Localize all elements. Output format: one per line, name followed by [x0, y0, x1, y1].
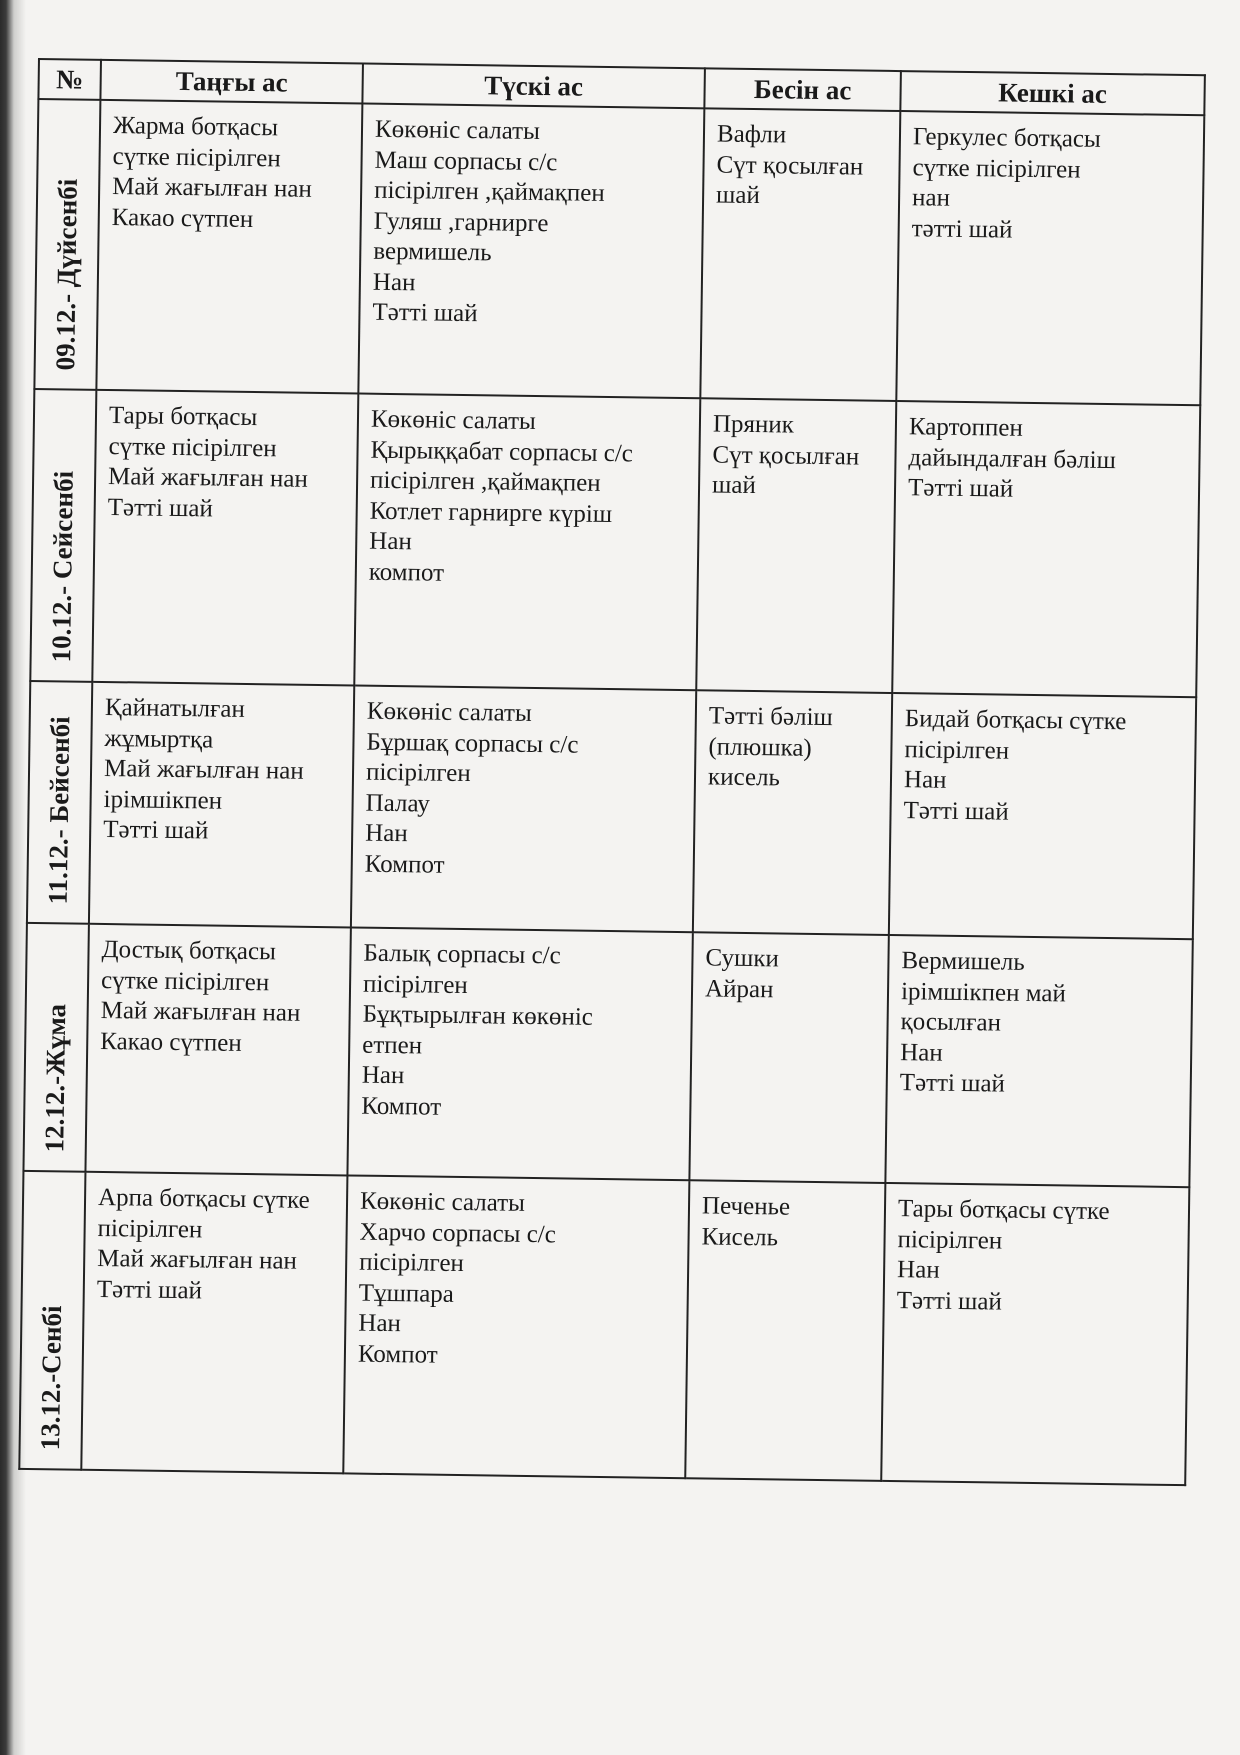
- menu-item: Айран: [704, 974, 774, 1003]
- header-snack: Бесін ас: [704, 68, 901, 111]
- menu-item: Балық сорпасы с/с: [363, 939, 561, 970]
- menu-item: пісірілген: [365, 758, 471, 788]
- menu-item: Май жағылған нан: [112, 173, 313, 203]
- menu-item: дайындалған бәліш: [908, 443, 1117, 474]
- menu-item: етпен: [362, 1031, 423, 1059]
- day-cell: [27, 681, 92, 924]
- menu-item: Тәтті шай: [372, 298, 478, 328]
- menu-item: Вермишель: [901, 947, 1025, 976]
- menu-item: Нан: [372, 268, 416, 296]
- menu-item: Тәтті шай: [899, 1069, 1006, 1098]
- header-number: №: [38, 59, 101, 100]
- dinner-cell: [892, 401, 1200, 697]
- menu-item: Компот: [361, 1092, 442, 1121]
- menu-item: Нан: [369, 527, 413, 556]
- menu-item: Тәтті шай: [896, 1286, 1003, 1316]
- table-row: [27, 681, 1196, 939]
- lunch-cell: [343, 1175, 689, 1478]
- lunch-cell: [347, 927, 692, 1180]
- menu-item: сүтке пісірілген: [912, 153, 1081, 184]
- menu-item: сүтке пісірілген: [100, 966, 270, 996]
- menu-item: Сушки: [705, 944, 780, 973]
- dinner-cell: [889, 693, 1196, 939]
- menu-item: Көкөніс салаты: [366, 697, 532, 727]
- menu-item: ірімшікпен май: [900, 977, 1067, 1007]
- page-edge-shadow: [0, 0, 26, 1755]
- table-row: [19, 1171, 1189, 1485]
- menu-body: [19, 99, 1204, 1485]
- menu-item: Жарма ботқасы: [112, 112, 279, 142]
- menu-item: кисель: [707, 763, 781, 792]
- day-cell: [34, 99, 100, 390]
- menu-item: сүтке пісірілген: [108, 432, 277, 462]
- menu-item: Арпа ботқасы сүтке: [97, 1183, 310, 1214]
- dinner-cell: [896, 111, 1204, 405]
- menu-item: Май жағылған нан: [107, 463, 309, 493]
- menu-item: вермишель: [373, 237, 492, 267]
- menu-item: Тұшпара: [358, 1279, 455, 1308]
- menu-item: Тәтті шай: [103, 815, 209, 845]
- snack-cell: [685, 1180, 885, 1481]
- menu-item: Қайнатылған: [104, 693, 246, 723]
- menu-item: пісірілген ,қаймақпен: [369, 466, 601, 497]
- menu-item: Достық ботқасы: [101, 935, 277, 966]
- menu-item: Бұқтырылған көкөніс: [362, 1000, 594, 1031]
- header-breakfast: Таңғы ас: [100, 60, 363, 104]
- menu-item: Қырыққабат сорпасы с/с: [370, 436, 634, 467]
- menu-item: Маш сорпасы с/с: [374, 146, 558, 176]
- menu-item: нан: [911, 184, 951, 212]
- day-label: 12.12.-Жұма: [39, 1003, 72, 1153]
- menu-item: Тәтті шай: [903, 796, 1009, 826]
- day-label: 11.12.- Бейсенбі: [42, 716, 76, 905]
- day-label: 10.12.- Сейсенбі: [46, 470, 79, 663]
- header-dinner: Кешкі ас: [900, 71, 1205, 115]
- menu-item: Пряник: [712, 410, 795, 439]
- weekly-menu-table: [18, 58, 1206, 1486]
- menu-item: Нан: [896, 1256, 940, 1284]
- menu-item: Компот: [364, 850, 445, 879]
- dinner-cell: [885, 935, 1192, 1187]
- breakfast-cell: [81, 1172, 347, 1474]
- menu-item: Бидай ботқасы сүтке: [904, 705, 1127, 736]
- menu-item: Нан: [900, 1038, 943, 1067]
- menu-item: шай: [711, 471, 757, 500]
- menu-item: Тәтті шай: [907, 474, 1014, 503]
- snack-cell: [696, 398, 896, 693]
- menu-item: Май жағылған нан: [103, 754, 304, 785]
- menu-item: Май жағылған нан: [97, 1244, 298, 1275]
- menu-item: Нан: [358, 1309, 402, 1338]
- menu-item: Вафли: [716, 120, 787, 149]
- lunch-cell: [351, 685, 696, 932]
- menu-item: Котлет гарнирге күріш: [369, 497, 613, 528]
- day-label: 13.12.-Сенбі: [35, 1305, 68, 1451]
- lunch-cell: [354, 394, 700, 691]
- menu-item: Май жағылған нан: [100, 996, 301, 1027]
- menu-item: қосылған: [900, 1008, 1002, 1037]
- menu-item: пісірілген: [359, 1248, 465, 1278]
- menu-item: Геркулес ботқасы: [912, 123, 1101, 153]
- menu-item: Печенье: [701, 1192, 791, 1221]
- breakfast-cell: [96, 100, 362, 394]
- table-row: [23, 923, 1192, 1187]
- menu-item: Нан: [361, 1061, 405, 1090]
- menu-item: тәтті шай: [911, 214, 1013, 244]
- menu-item: Тәтті бәліш: [708, 702, 833, 732]
- menu-item: сүтке пісірілген: [112, 142, 281, 172]
- lunch-cell: [358, 104, 704, 399]
- menu-item: компот: [368, 558, 445, 587]
- menu-item: пісірілген: [362, 970, 468, 999]
- day-cell: [19, 1171, 85, 1470]
- menu-item: Какао сүтпен: [111, 203, 254, 233]
- snack-cell: [689, 932, 888, 1183]
- menu-item: Тары ботқасы: [108, 402, 258, 432]
- header-lunch: Түскі ас: [362, 64, 705, 109]
- menu-item: жұмыртқа: [104, 724, 214, 754]
- menu-item: Гуляш ,гарнирге: [373, 207, 549, 237]
- menu-item: Кисель: [701, 1222, 779, 1251]
- table-row: [34, 99, 1204, 405]
- day-cell: [23, 923, 88, 1172]
- menu-item: Картоппен: [908, 413, 1024, 442]
- snack-cell: [693, 690, 892, 935]
- menu-item: Сүт қосылған: [716, 150, 864, 181]
- menu-item: Палау: [365, 789, 431, 818]
- menu-item: Какао сүтпен: [100, 1027, 242, 1057]
- dinner-cell: [881, 1183, 1189, 1485]
- menu-item: пісірілген: [904, 735, 1010, 765]
- breakfast-cell: [89, 682, 354, 928]
- menu-item: Харчо сорпасы с/с: [359, 1218, 557, 1248]
- day-cell: [30, 389, 96, 682]
- menu-item: пісірілген ,қаймақпен: [373, 176, 605, 207]
- menu-item: Сүт қосылған: [712, 440, 860, 471]
- menu-item: Көкөніс салаты: [359, 1187, 526, 1217]
- menu-item: Тары ботқасы сүтке: [897, 1195, 1110, 1226]
- breakfast-cell: [85, 924, 350, 1176]
- menu-item: Көкөніс салаты: [370, 405, 537, 435]
- menu-item: Көкөніс салаты: [374, 115, 541, 146]
- menu-item: Компот: [357, 1340, 438, 1369]
- menu-table-wrapper: [18, 58, 1204, 1486]
- breakfast-cell: [92, 390, 358, 686]
- snack-cell: [700, 108, 900, 401]
- menu-item: ірімшікпен: [103, 785, 223, 815]
- menu-item: Нан: [903, 766, 947, 794]
- menu-item: пісірілген: [97, 1214, 203, 1243]
- menu-item: Нан: [365, 819, 408, 848]
- menu-item: (плюшка): [708, 732, 812, 762]
- menu-item: пісірілген: [897, 1225, 1003, 1255]
- menu-item: Тәтті шай: [107, 493, 214, 522]
- menu-item: шай: [715, 181, 761, 210]
- menu-item: Бұршақ сорпасы с/с: [366, 728, 579, 759]
- day-label: 09.12.- Дүйсенбі: [50, 178, 83, 371]
- table-row: [30, 389, 1200, 697]
- menu-item: Тәтті шай: [96, 1275, 203, 1304]
